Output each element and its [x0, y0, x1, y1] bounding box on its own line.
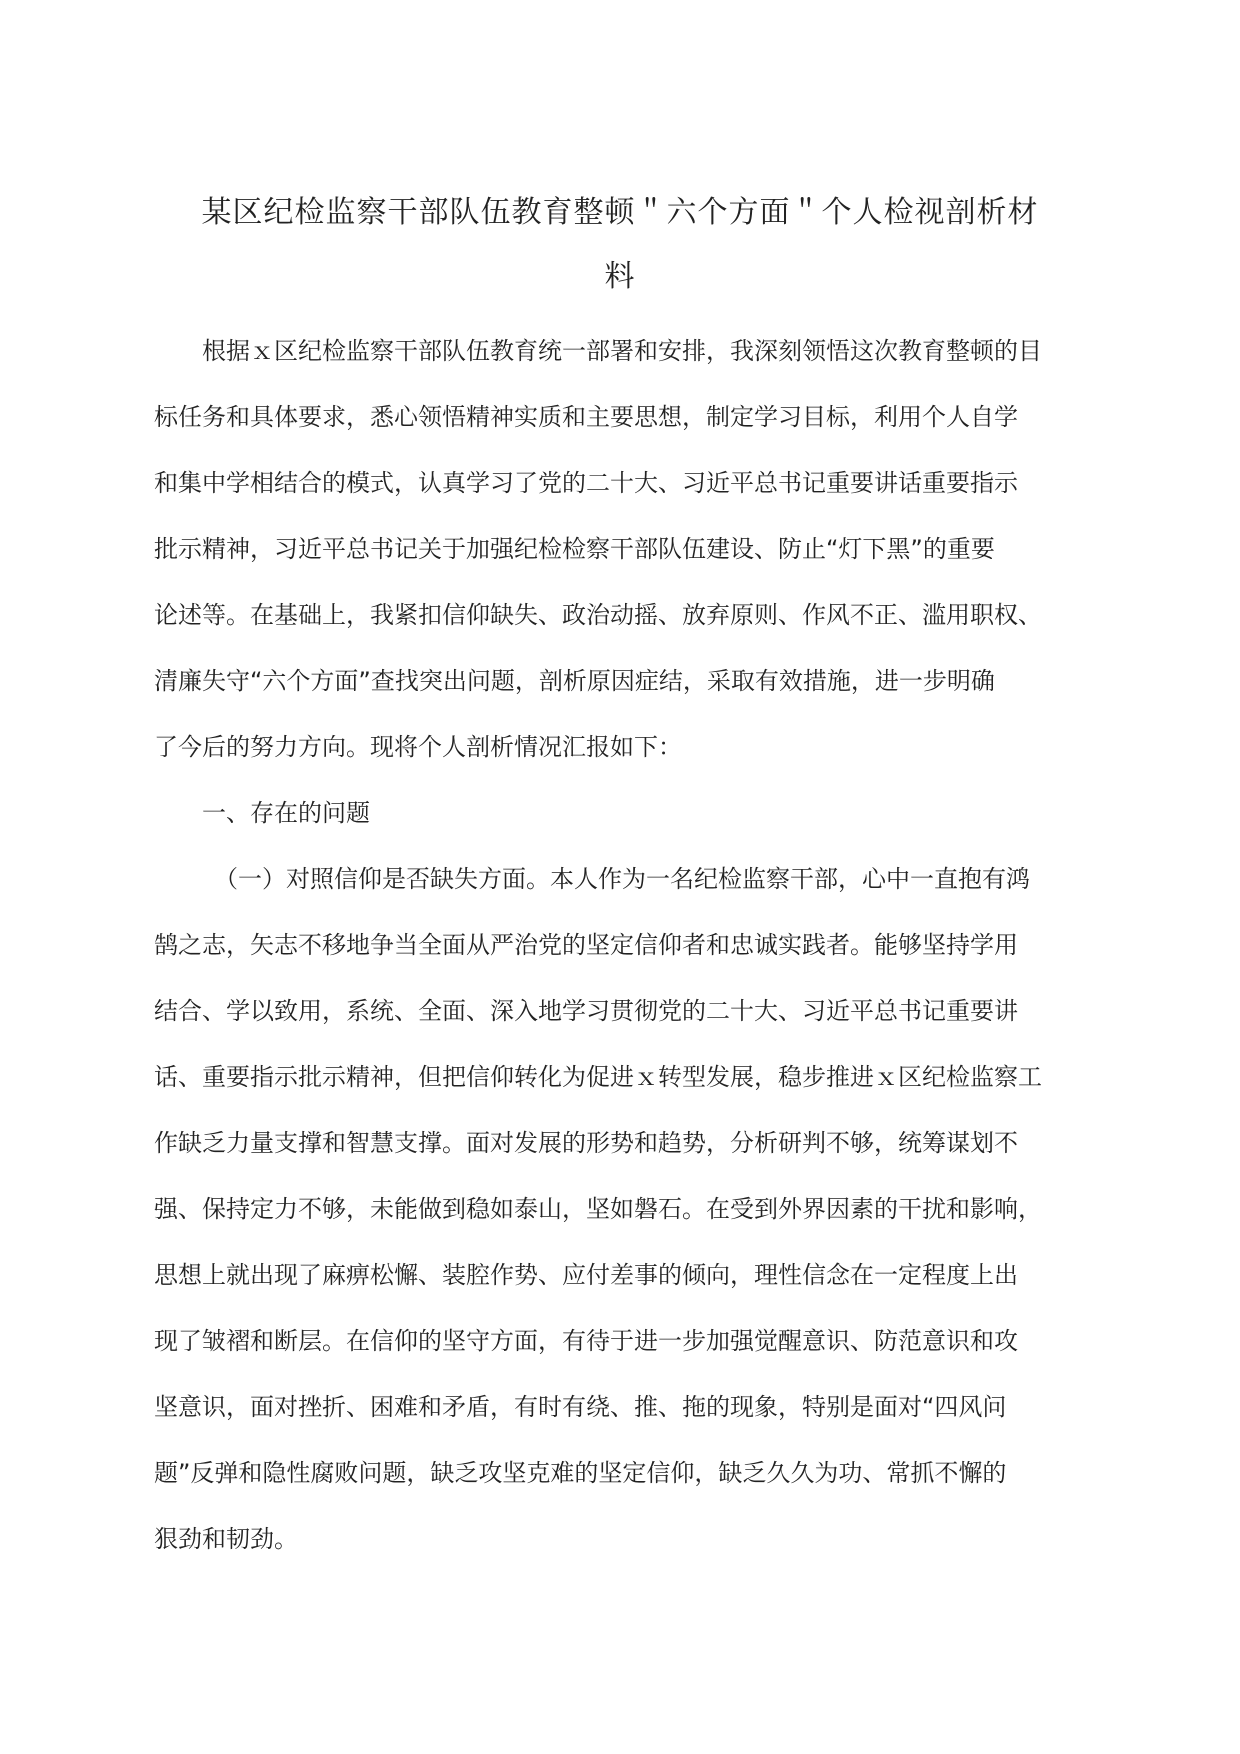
document-title-line-1: 某区纪检监察干部队伍教育整顿＂六个方面＂个人检视剖析材	[201, 195, 1039, 230]
paragraph-2-line-8: 现了皱褶和断层。在信仰的坚守方面，有待于进一步加强觉醒意识、防范意识和攻	[154, 1327, 1018, 1355]
paragraph-2-line-4: 话、重要指示批示精神，但把信仰转化为促进ｘ转型发展，稳步推进ｘ区纪检监察工	[154, 1063, 1042, 1091]
paragraph-2-line-2: 鹄之志，矢志不移地争当全面从严治党的坚定信仰者和忠诚实践者。能够坚持学用	[154, 931, 1018, 959]
paragraph-2-line-5: 作缺乏力量支撑和智慧支撑。面对发展的形势和趋势，分析研判不够，统筹谋划不	[154, 1129, 1018, 1157]
paragraph-1-line-4: 批示精神，习近平总书记关于加强纪检检察干部队伍建设、防止“灯下黑”的重要	[154, 535, 995, 563]
paragraph-2-line-6: 强、保持定力不够，未能做到稳如泰山，坚如磐石。在受到外界因素的干扰和影响，	[154, 1195, 1042, 1223]
document-body	[154, 318, 1084, 1572]
section-heading: 一、存在的问题	[202, 799, 370, 827]
paragraph-1-line-5: 论述等。在基础上，我紧扣信仰缺失、政治动摇、放弃原则、作风不正、滥用职权、	[154, 601, 1042, 629]
paragraph-2-line-3: 结合、学以致用，系统、全面、深入地学习贯彻党的二十大、习近平总书记重要讲	[154, 997, 1018, 1025]
paragraph-1-line-1: 根据ｘ区纪检监察干部队伍教育统一部署和安排，我深刻领悟这次教育整顿的目	[202, 337, 1042, 365]
paragraph-2-line-11: 狠劲和韧劲。	[154, 1525, 298, 1553]
paragraph-1-line-7: 了今后的努力方向。现将个人剖析情况汇报如下：	[154, 733, 682, 761]
paragraph-2-line-1: （一）对照信仰是否缺失方面。本人作为一名纪检监察干部，心中一直抱有鸿	[214, 865, 1030, 893]
paragraph-2-line-10: 题”反弹和隐性腐败问题，缺乏攻坚克难的坚定信仰，缺乏久久为功、常抓不懈的	[154, 1459, 1007, 1487]
paragraph-1-line-3: 和集中学相结合的模式，认真学习了党的二十大、习近平总书记重要讲话重要指示	[154, 469, 1018, 497]
paragraph-2-line-7: 思想上就出现了麻痹松懈、装腔作势、应付差事的倾向，理性信念在一定程度上出	[154, 1261, 1018, 1289]
paragraph-2-line-9: 坚意识，面对挫折、困难和矛盾，有时有绕、推、拖的现象，特别是面对“四风问	[154, 1393, 1007, 1421]
paragraph-1-line-6: 清廉失守“六个方面”查找突出问题，剖析原因症结，采取有效措施，进一步明确	[154, 667, 995, 695]
paragraph-1-line-2: 标任务和具体要求，悉心领悟精神实质和主要思想，制定学习目标，利用个人自学	[154, 403, 1018, 431]
document-title-line-2: 料	[604, 259, 636, 294]
